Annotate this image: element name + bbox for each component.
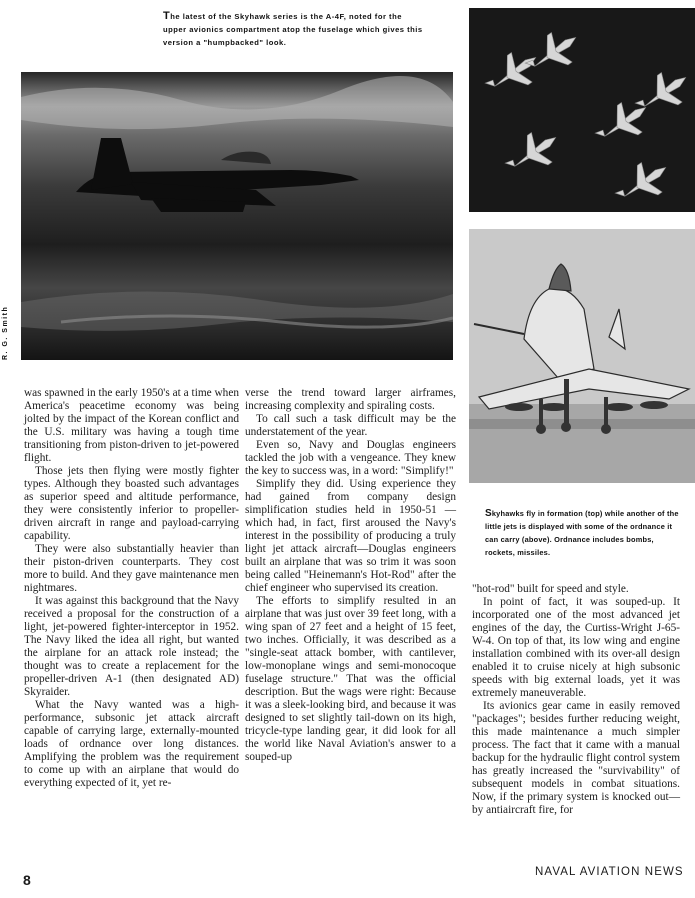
paragraph: What the Navy wanted was a high-performance, subsonic jet attack aircraft capable of carrying large, externally-mounted loads of ordnance over long distances. Amplifying the problem was the requirement to come up with an airplane that would do everything expected of it, yet re-: [24, 699, 239, 789]
paragraph: Even so, Navy and Douglas engineers tackled the job with a vengeance. They knew the key to success was, in a word: "Simplify!": [245, 439, 456, 477]
article-column-3: [472, 583, 680, 817]
ordnance-illustration: [469, 229, 695, 483]
article-column-1: [24, 387, 239, 790]
top-photo-caption: [163, 10, 428, 49]
paragraph: was spawned in the early 1950's at a time when America's peacetime economy was being jolted by the impact of the Korean conflict and the U.S. military was having a tough time transitioning from piston-driven to jet-powered flight.: [24, 387, 239, 464]
formation-illustration: [469, 8, 695, 212]
page-number: 8: [23, 872, 31, 888]
paragraph: Its avionics gear came in easily removed "packages"; besides further reducing weight, this made maintenance a much simpler process. The fact that it came with a manual backup for the hydraulic flight control system has greatly increased the "survivability" of subsequent models in combat situations. Now, if the primary system is knocked out—by antiaircraft fire, for: [472, 700, 680, 816]
caption-drop-letter: T: [163, 10, 171, 22]
paragraph: verse the trend toward larger airframes, increasing complexity and spiraling costs.: [245, 387, 456, 412]
caption-drop-letter: S: [485, 508, 492, 519]
caption-text: he latest of the Skyhawk series is the A-4F, noted for the upper avionics compartment atop the fuselage which gives this version a "humpbacked" look.: [163, 12, 423, 47]
formation-photo: [469, 8, 695, 212]
paragraph: Those jets then flying were mostly fighter types. Although they boasted such advantages as superior speed and altitude performance, they were consistently inferior to propeller-driven aircraft in range and payload-carrying capability.: [24, 465, 239, 542]
article-column-2: [245, 387, 456, 764]
caption-text: kyhawks fly in formation (top) while another of the little jets is displayed with some of the ordnance it can carry (above). Ordnance includes bombs, rockets, missiles.: [485, 509, 679, 557]
publication-title: NAVAL AVIATION NEWS: [535, 866, 684, 878]
main-aircraft-photo: [21, 72, 453, 360]
paragraph: To call such a task difficult may be the understatement of the year.: [245, 413, 456, 438]
paragraph: Simplify they did. Using experience they had gained from company design simplification studies held in 1950-51 —which had, in fact, first aroused the Navy's interest in the possibility of producing a truly light jet attack aircraft—Douglas engineers built an airplane that was so trim it was soon being called "Heinemann's Hot-Rod" after the chief engineer who supervised its creation.: [245, 478, 456, 594]
paragraph: They were also substantially heavier than their piston-driven counterparts. They cost more to build. And they gave maintenance men nightmares.: [24, 543, 239, 594]
ordnance-display-photo: [469, 229, 695, 483]
bottom-photo-caption: [485, 507, 685, 559]
paragraph: It was against this background that the Navy received a proposal for the construction of a light, jet-powered fighter-interceptor in 1952. The Navy liked the idea all right, but wanted the airplane for an attack role instead; the thought was to create a replacement for the propeller-driven A-1 (then designated AD) Skyraider.: [24, 595, 239, 698]
paragraph: The efforts to simplify resulted in an airplane that was just over 39 feet long, with a wing span of 27 feet and a height of 15 feet, two inches. Officially, it was described as a "single-seat attack bomber, with cantilever, low-monoplane wings and semi-monocoque fuselage structure." That was the official description. But the wags were right: Because it was a sleek-looking bird, and because it was designed to set slightly tail-down on its high, tricycle-type landing gear, it did look for all the world like Naval Aviation's answer to a souped-up: [245, 595, 456, 763]
skyhawk-in-flight-illustration: [21, 72, 453, 360]
photo-credit: R. G. Smith: [2, 305, 9, 360]
paragraph: In point of fact, it was souped-up. It incorporated one of the most advanced jet engines of the day, the Curtiss-Wright J-65-W-4. On top of that, its low wing and engine installation combined with its over-all design enabled it to cruise nicely at high subsonic speeds with big external loads, yet it was extremely maneuverable.: [472, 596, 680, 699]
paragraph: "hot-rod" built for speed and style.: [472, 583, 629, 595]
